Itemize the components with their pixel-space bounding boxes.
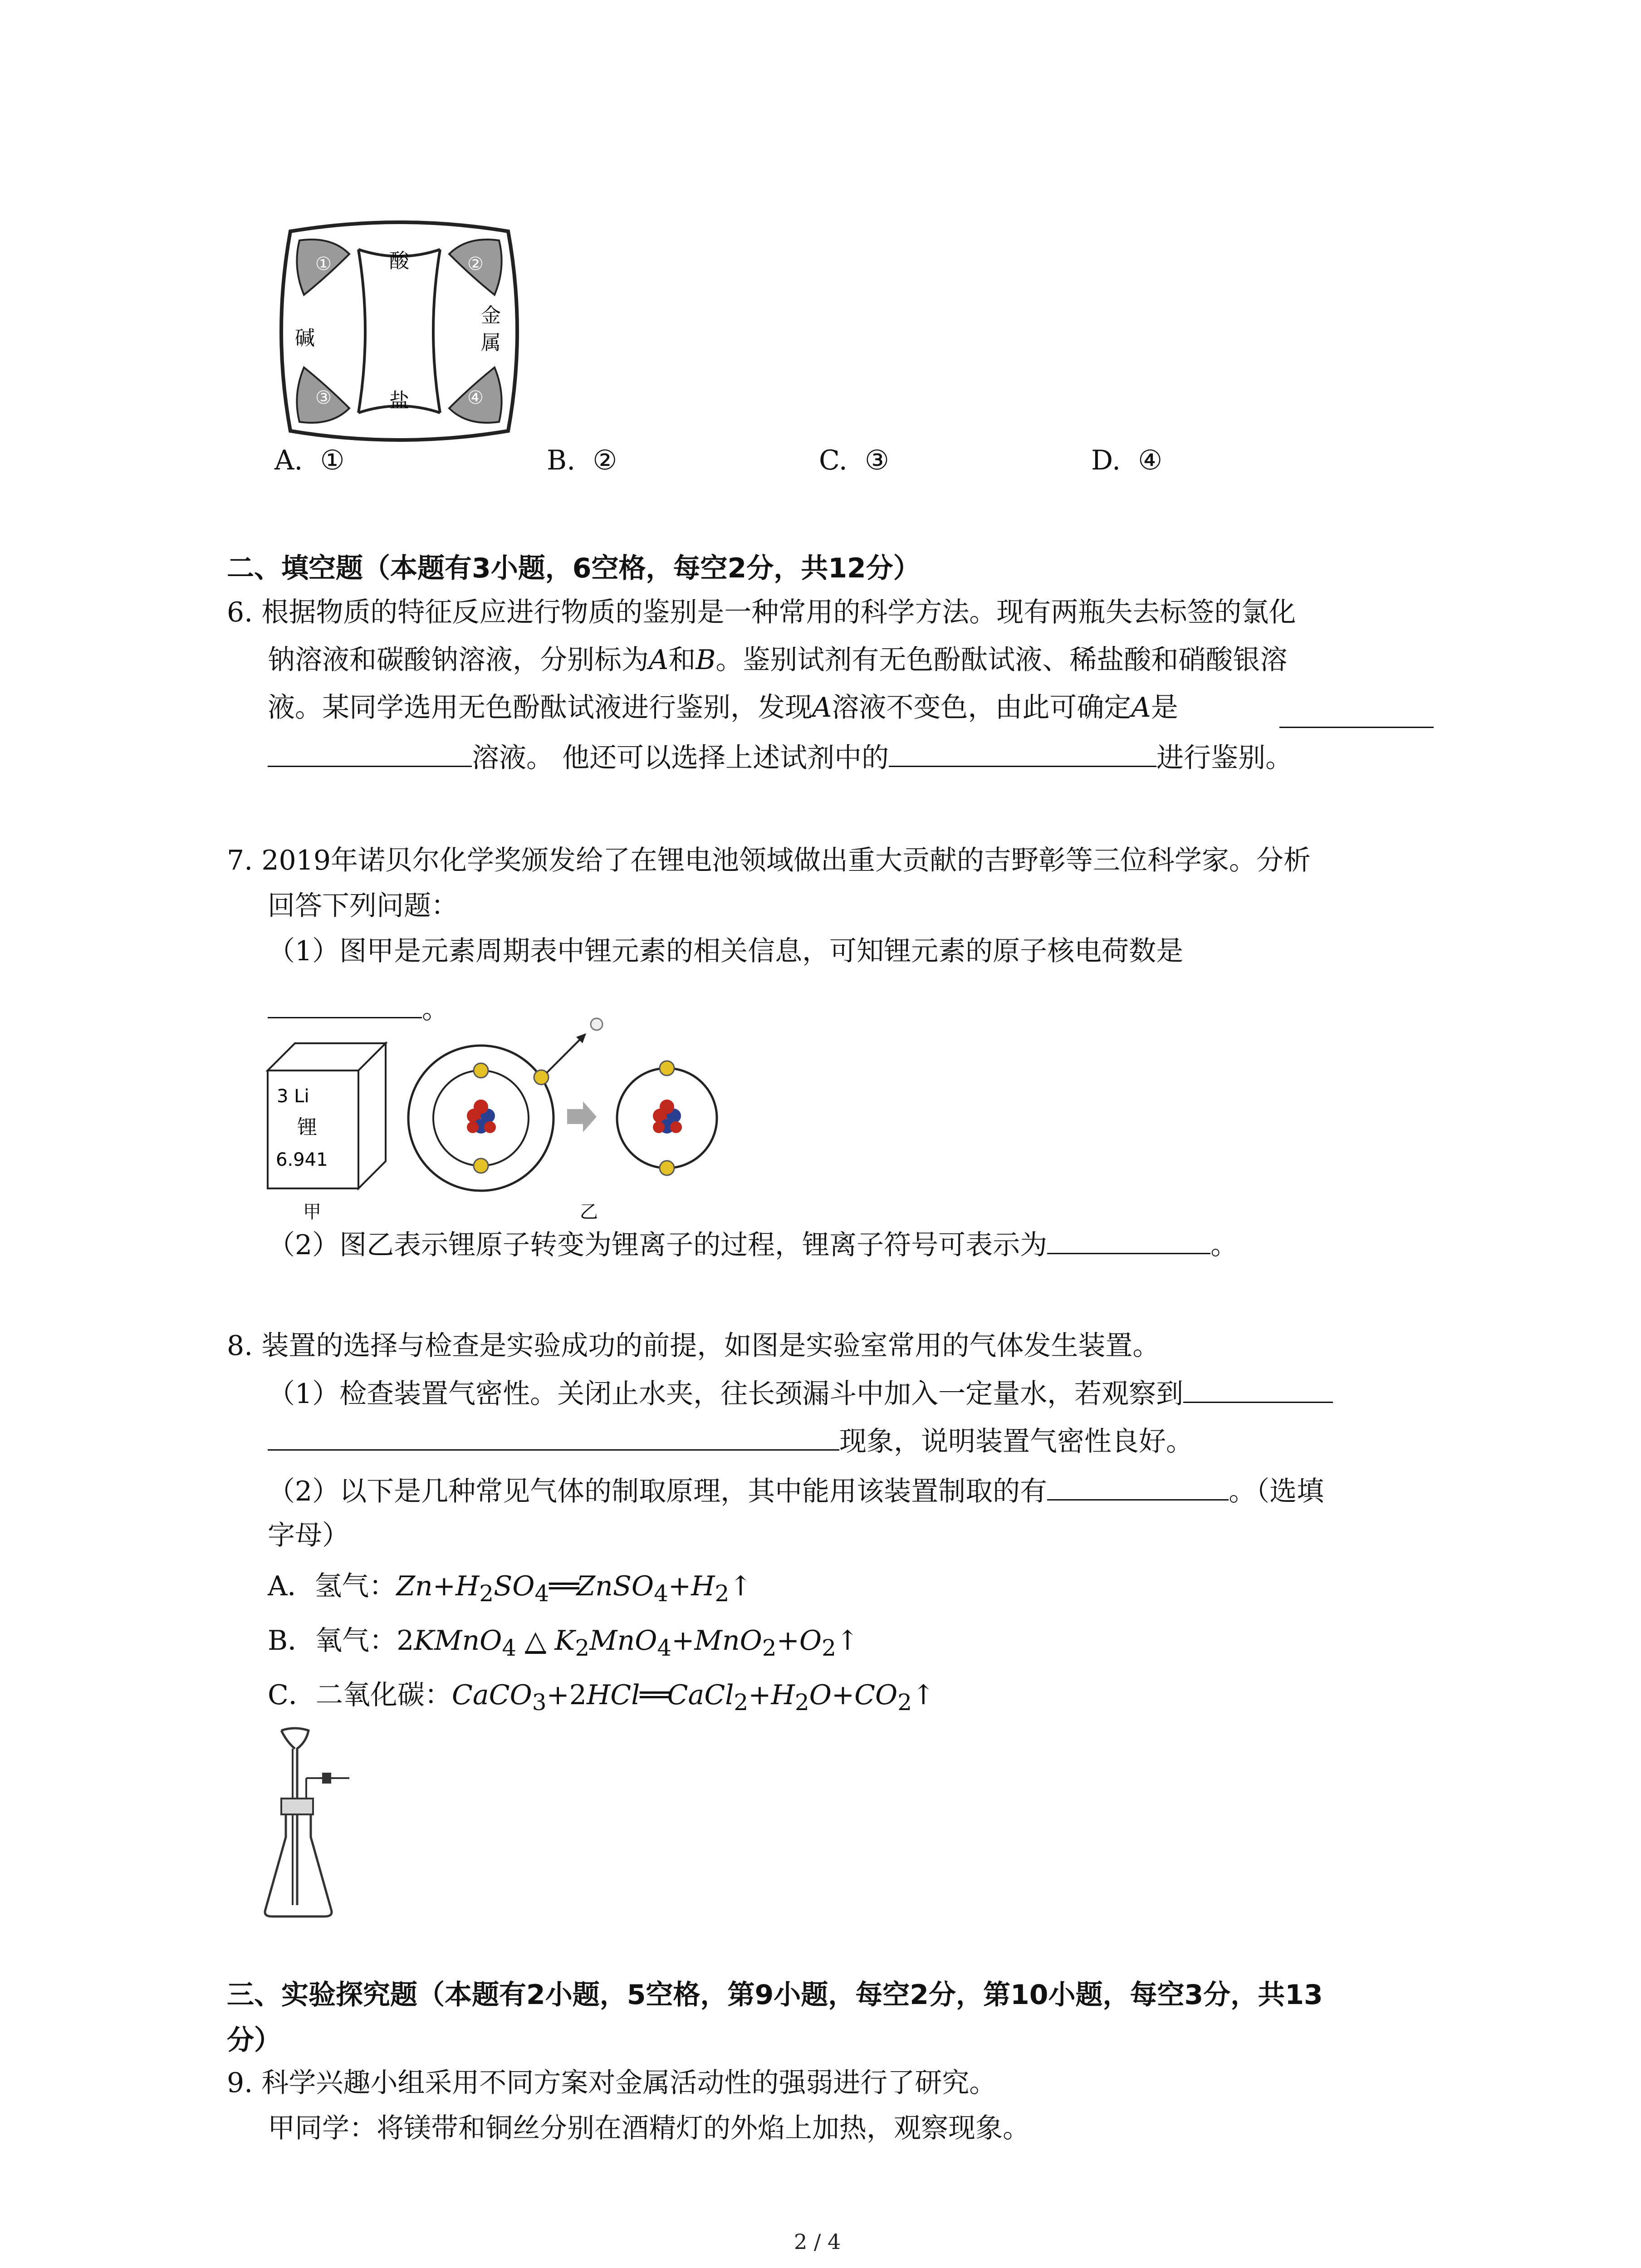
q6-line-4: 溶液。 他还可以选择上述试剂中的 进行鉴别。 [268,738,1293,777]
lithium-figures [263,1016,762,1225]
q8-line-4: （2）以下是几种常见气体的制取原理，其中能用该装置制取的有 。（选填 [268,1471,1324,1510]
q8-blank-1b[interactable] [268,1421,839,1451]
diagram-label-salt: 盐 [389,389,409,412]
diagram-label-base: 碱 [295,327,315,350]
figure-jia-label: 甲 [303,1202,321,1222]
q8-option-b[interactable]: B．氧气：2KMnO$_4$ △ $K_2MnO_4+MnO_2+O_2↑$ [268,1625,859,1661]
section-2-title: 二、填空题（本题有3小题，6空格，每空2分，共12分） [227,552,921,584]
option-d[interactable] [1091,445,1162,476]
diagram-corner-4: ④ [467,387,484,408]
q8-line-5: 字母） [268,1520,349,1551]
q8-option-c[interactable]: C．二氧化碳：$CaCO_3+2HCl══CaCl_2+H_2O+CO_2↑$ [268,1679,935,1716]
option-c-letter: C. [819,445,847,476]
option-d-value: ④ [1138,445,1162,476]
q8-line-1: 8. 装置的选择与检查是实验成功的前提，如图是实验室常用的气体发生装置。 [227,1330,1160,1362]
q8-blank-2[interactable] [1047,1471,1229,1501]
section-3-title-line-1: 三、实验探究题（本题有2小题，5空格，第9小题，每空2分，第10小题，每空3分，共13 [227,1979,1323,2011]
section-3-title-line-2: 分） [227,2024,281,2056]
q7-line-4: 。 [268,989,449,1028]
transition-arrow [567,1101,597,1132]
q9-line-2: 甲同学：将镁带和铜丝分别在酒精灯的外焰上加热，观察现象。 [268,2112,1030,2144]
option-c-value: ③ [865,445,889,476]
diagram-label-metal-1: 金 [481,304,501,327]
q7-blank-1[interactable] [268,989,422,1018]
q8-blank-1a[interactable] [1183,1374,1333,1403]
option-b-letter: B. [547,445,576,476]
lithium-atom [408,1018,603,1191]
q6-blank-2[interactable] [889,738,1156,767]
diagram-corner-1: ① [315,254,332,274]
q6-line-3: 液。某同学选用无色酚酞试液进行鉴别，发现A溶液不变色，由此可确定A是 [268,692,1178,723]
q7-line-2: 回答下列问题： [268,890,458,922]
q8-option-a[interactable]: A．氢气：$Zn+H_2SO_4══ZnSO_4+H_2↑$ [268,1570,752,1607]
svg-text:锂: 锂 [297,1116,317,1139]
diagram-label-acid: 酸 [389,249,409,273]
option-d-letter: D. [1091,445,1121,476]
lithium-ion [617,1061,717,1175]
svg-text:6.941: 6.941 [276,1149,328,1170]
acid-base-salt-metal-diagram [272,218,526,445]
q7-blank-2[interactable] [1047,1225,1210,1254]
q9-line-1: 9. 科学兴趣小组采用不同方案对金属活动性的强弱进行了研究。 [227,2067,997,2099]
q6-blank-1a[interactable] [1279,699,1434,728]
q8-line-2: （1）检查装置气密性。关闭止水夹，往长颈漏斗中加入一定量水，若观察到 [268,1374,1333,1413]
diagram-label-metal-2: 属 [481,331,501,354]
diagram-corner-2: ② [467,254,484,274]
figure-yi-label: 乙 [580,1202,598,1222]
q7-line-5: （2）图乙表示锂原子转变为锂离子的过程，锂离子符号可表示为 。 [268,1225,1238,1264]
option-a-letter: A. [274,445,303,476]
q6-line-2: 钠溶液和碳酸钠溶液，分别标为A和B。鉴别试剂有无色酚酞试液、稀盐酸和硝酸银溶 [268,644,1288,676]
option-c[interactable] [819,445,889,476]
diagram-corner-3: ③ [315,387,332,408]
q6-line-1: 6. 根据物质的特征反应进行物质的鉴别是一种常用的科学方法。现有两瓶失去标签的氯化 [227,596,1296,628]
option-a[interactable] [274,445,344,476]
svg-text:3 Li: 3 Li [277,1086,309,1107]
option-a-value: ① [320,445,345,476]
q6-blank-1b[interactable] [268,738,472,767]
q8-line-3: 现象，说明装置气密性良好。 [268,1421,1193,1461]
q7-line-1: 7. 2019年诺贝尔化学奖颁发给了在锂电池领域做出重大贡献的吉野彰等三位科学家。分析 [227,845,1311,876]
q7-line-3: （1）图甲是元素周期表中锂元素的相关信息，可知锂元素的原子核电荷数是 [268,935,1184,967]
gas-generator-apparatus [259,1724,367,1923]
option-b-value: ② [593,445,617,476]
page-number: 2 / 4 [794,2229,841,2254]
element-cell [268,1043,386,1188]
option-b[interactable] [547,445,617,476]
